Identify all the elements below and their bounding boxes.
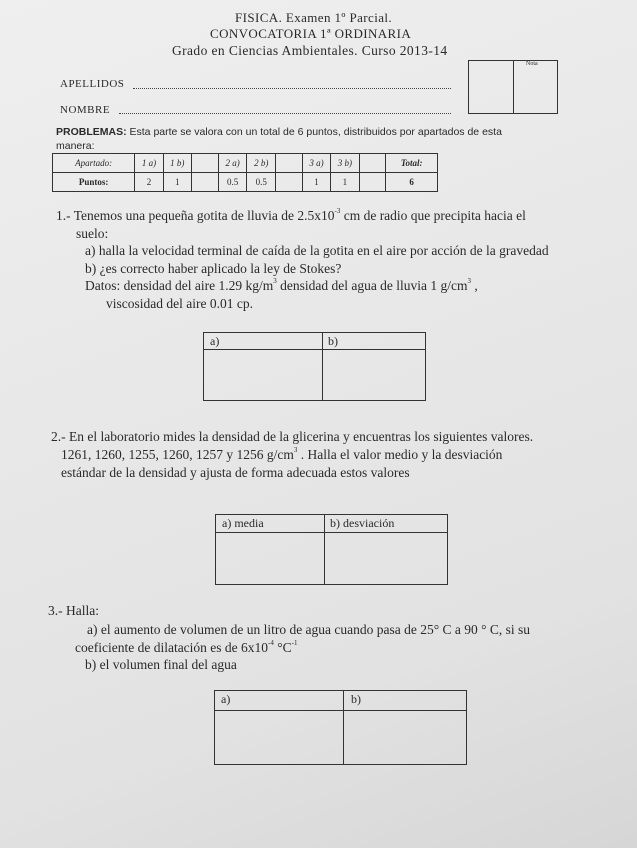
problemas-text-2: manera: [56, 140, 95, 152]
answer-label-b: b) desviación [330, 516, 395, 530]
score-cell: 0.5 [247, 173, 276, 192]
q1-datos-exp-2: 3 [467, 277, 472, 285]
q3-part-a: a) el aumento de volumen de un litro de agua cuando pasa de 25° C a 90 ° C, si su [87, 622, 531, 637]
q3-exp-2: -1 [291, 639, 298, 647]
q1-answer-box[interactable] [203, 332, 426, 401]
nombre-label: NOMBRE [60, 104, 111, 116]
grade-box-divider [513, 61, 514, 113]
answer-divider [324, 515, 325, 584]
score-cell [359, 173, 386, 192]
score-cell: 1 a) [135, 154, 163, 173]
score-table [52, 153, 438, 192]
q1-datos-text-b: densidad del agua de lluvia 1 g/cm [276, 278, 468, 293]
score-table-points-row [53, 173, 438, 192]
score-cell: Total: [386, 154, 438, 173]
answer-label-a: a) media [222, 516, 264, 530]
q1-part-b: b) ¿es correcto haber aplicado la ley de Stokes? [85, 261, 342, 276]
q2-line2 [61, 447, 502, 463]
q2-text-b: . Halla el valor medio y la desviación [297, 447, 503, 462]
answer-header-line [204, 333, 425, 350]
q3-part-b: b) el volumen final del agua [85, 657, 237, 672]
answer-label-b: b) [351, 692, 361, 706]
answer-label-a: a) [210, 334, 220, 348]
q1-text-b: cm de radio que precipita hacia el [340, 208, 526, 223]
nombre-field[interactable] [119, 113, 451, 114]
q1-part-a: a) halla la velocidad terminal de caída de la gotita en el aire por acción de la gravedad [85, 243, 549, 258]
q1-datos-text: Datos: densidad del aire 1.29 kg/m [85, 278, 274, 293]
score-cell: 2 a) [218, 154, 247, 173]
problemas-text [56, 126, 502, 138]
score-cell: 1 b) [163, 154, 191, 173]
answer-label-b: b) [328, 334, 338, 348]
q1-datos-text-c: , [471, 278, 478, 293]
score-cell [191, 154, 218, 173]
score-cell: 2 b) [247, 154, 276, 173]
apellidos-field[interactable] [133, 88, 451, 89]
score-cell: 1 [331, 173, 359, 192]
answer-divider [343, 691, 344, 764]
score-cell: 0.5 [218, 173, 247, 192]
score-cell: 2 [135, 173, 163, 192]
answer-divider [322, 333, 323, 400]
score-cell: 3 a) [302, 154, 330, 173]
exam-course: Grado en Ciencias Ambientales. Curso 2013-14 [172, 43, 448, 58]
q2-text: 1261, 1260, 1255, 1260, 1257 y 1256 g/cm [61, 447, 294, 462]
score-cell: 6 [386, 173, 438, 192]
score-cell: 1 [302, 173, 330, 192]
q1-datos-2: viscosidad del aire 0.01 cp. [106, 296, 253, 311]
answer-header-line [215, 691, 466, 711]
apellidos-label: APELLIDOS [60, 78, 125, 90]
score-cell [276, 173, 303, 192]
score-cell [359, 154, 386, 173]
exam-title: FISICA. Examen 1º Parcial. [235, 10, 393, 25]
grade-box [468, 60, 558, 114]
q2-exp: 3 [293, 446, 298, 454]
answer-label-a: a) [221, 692, 231, 706]
q1-line1 [56, 208, 526, 224]
q3-text: coeficiente de dilatación es de 6x10 [75, 640, 269, 655]
q1-datos [85, 278, 478, 294]
problemas-desc: Esta parte se valora con un total de 6 puntos, distribuidos por apartados de esta [126, 126, 502, 138]
problemas-label: PROBLEMAS: [56, 126, 127, 138]
exam-convocatoria: CONVOCATORIA 1ª ORDINARIA [210, 26, 412, 41]
q1-line2: suelo: [76, 226, 109, 241]
score-cell: 3 b) [331, 154, 359, 173]
score-cell: Puntos: [53, 173, 135, 192]
score-cell: Apartado: [53, 154, 135, 173]
score-table-header-row [53, 154, 438, 173]
q3-line1: 3.- Halla: [48, 603, 99, 618]
q3-part-a-2 [75, 640, 298, 656]
q3-exp: -4 [268, 639, 274, 647]
q3-text-b: °C [273, 640, 292, 655]
q3-answer-box[interactable] [214, 690, 467, 765]
score-cell [191, 173, 218, 192]
grade-label: Nota [526, 61, 538, 67]
score-cell: 1 [163, 173, 191, 192]
score-cell [276, 154, 303, 173]
q2-line1: 2.- En el laboratorio mides la densidad de la glicerina y encuentras los siguientes valores. [51, 429, 534, 444]
q2-line3: estándar de la densidad y ajusta de forma adecuada estos valores [61, 465, 410, 480]
q1-datos-exp: 3 [273, 277, 277, 285]
q1-text: 1.- Tenemos una pequeña gotita de lluvia de 2.5x10 [56, 208, 335, 223]
q1-exp: -3 [334, 207, 341, 215]
q2-answer-box[interactable] [215, 514, 448, 585]
